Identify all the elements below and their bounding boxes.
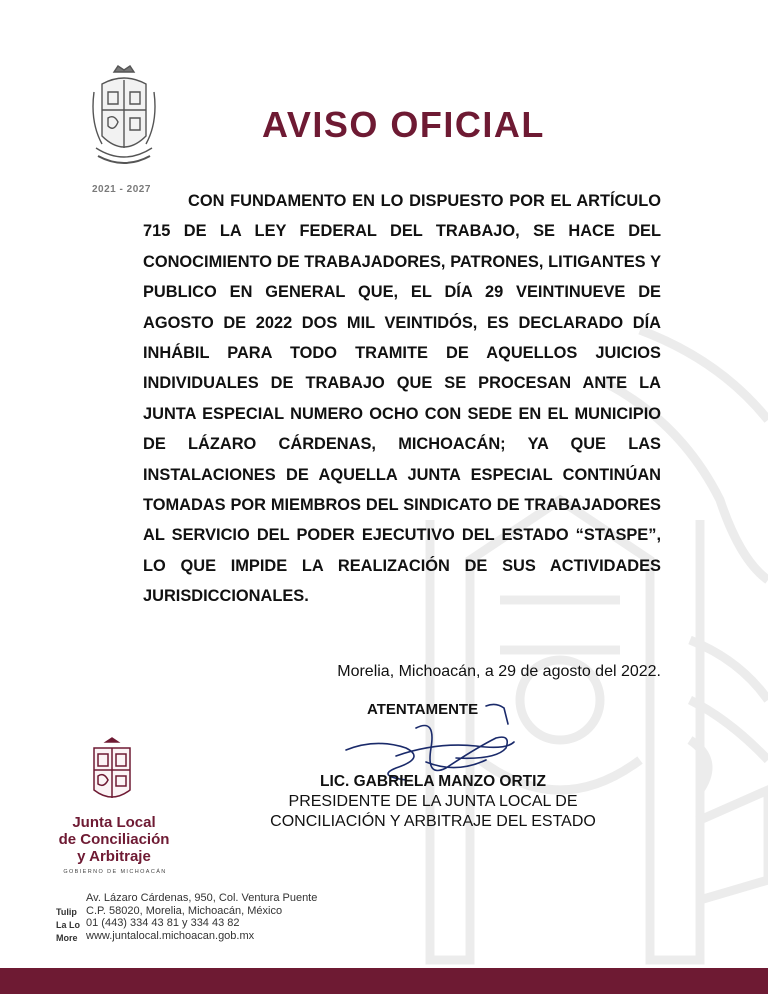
jlca-coat-of-arms-icon (88, 736, 136, 806)
address-phone: 01 (443) 334 43 81 y 334 43 82 (86, 917, 240, 929)
address-block (86, 892, 317, 942)
address-website: www.juntalocal.michoacan.gob.mx (86, 929, 255, 942)
document-title: AVISO OFICIAL (262, 104, 545, 145)
signer-role-line1: PRESIDENTE DE LA JUNTA LOCAL DE (288, 793, 578, 810)
notice-body: CON FUNDAMENTO EN LO DISPUESTO POR EL ARTÍCULO 715 DE LA LEY FEDERAL DEL TRABAJO, SE HACE DEL CONOCIMIENTO DE TRABAJADORES, PATRONES, LITIGANTES Y PUBLICO EN GENERAL QUE, EL DÍA 29 VEINTINUEVE DE AGOSTO DE 2022 DOS MIL VEINTIDÓS, ES DECLARADO DÍA INHÁBIL PARA TODO TRAMITE DE AQUELLOS JUICIOS INDIVIDUALES DE TRABAJO QUE SE PROCESAN ANTE LA JUNTA ESPECIAL NUMERO OCHO CON SEDE EN EL MUNICIPIO DE LÁZARO CÁRDENAS, MICHOACÁN; YA QUE LAS INSTALACIONES DE AQUELLA JUNTA ESPECIAL CONTINÚAN TOMADAS POR MIEMBROS DEL SINDICATO DE TRABAJADORES AL SERVICIO DEL PODER EJECUTIVO DEL ESTADO “STASPE”, LO QUE IMPIDE LA REALIZACIÓN DE SUS ACTIVIDADES JURISDICCIONALES. (143, 192, 661, 606)
place-and-date: Morelia, Michoacán, a 29 de agosto del 2022. (337, 663, 661, 680)
jlca-logo-text (56, 814, 172, 865)
signer-name: LIC. GABRIELA MANZO ORTIZ (320, 773, 546, 790)
footer-bar (0, 968, 768, 994)
signer-block (255, 772, 611, 832)
address-street: Av. Lázaro Cárdenas, 950, Col. Ventura Puente (86, 892, 318, 904)
signer-role-line2: CONCILIACIÓN Y ARBITRAJE DEL ESTADO (270, 813, 596, 830)
jlca-name-line1: Junta Local (72, 814, 156, 831)
cutoff-label: More (56, 933, 78, 943)
michoacan-coat-of-arms-icon (88, 62, 160, 172)
cutoff-label: La Lo (56, 920, 80, 930)
cutoff-label: Tulip (56, 907, 77, 917)
closing-salutation: ATENTAMENTE (367, 701, 479, 718)
gobierno-label: GOBIERNO DE MICHOACÁN (63, 869, 167, 875)
jlca-name-line3: y Arbitraje (77, 848, 151, 865)
address-postal: C.P. 58020, Morelia, Michoacán, México (86, 904, 283, 917)
administration-years: 2021 - 2027 (92, 184, 151, 195)
jlca-name-line2: de Conciliación (58, 831, 170, 848)
